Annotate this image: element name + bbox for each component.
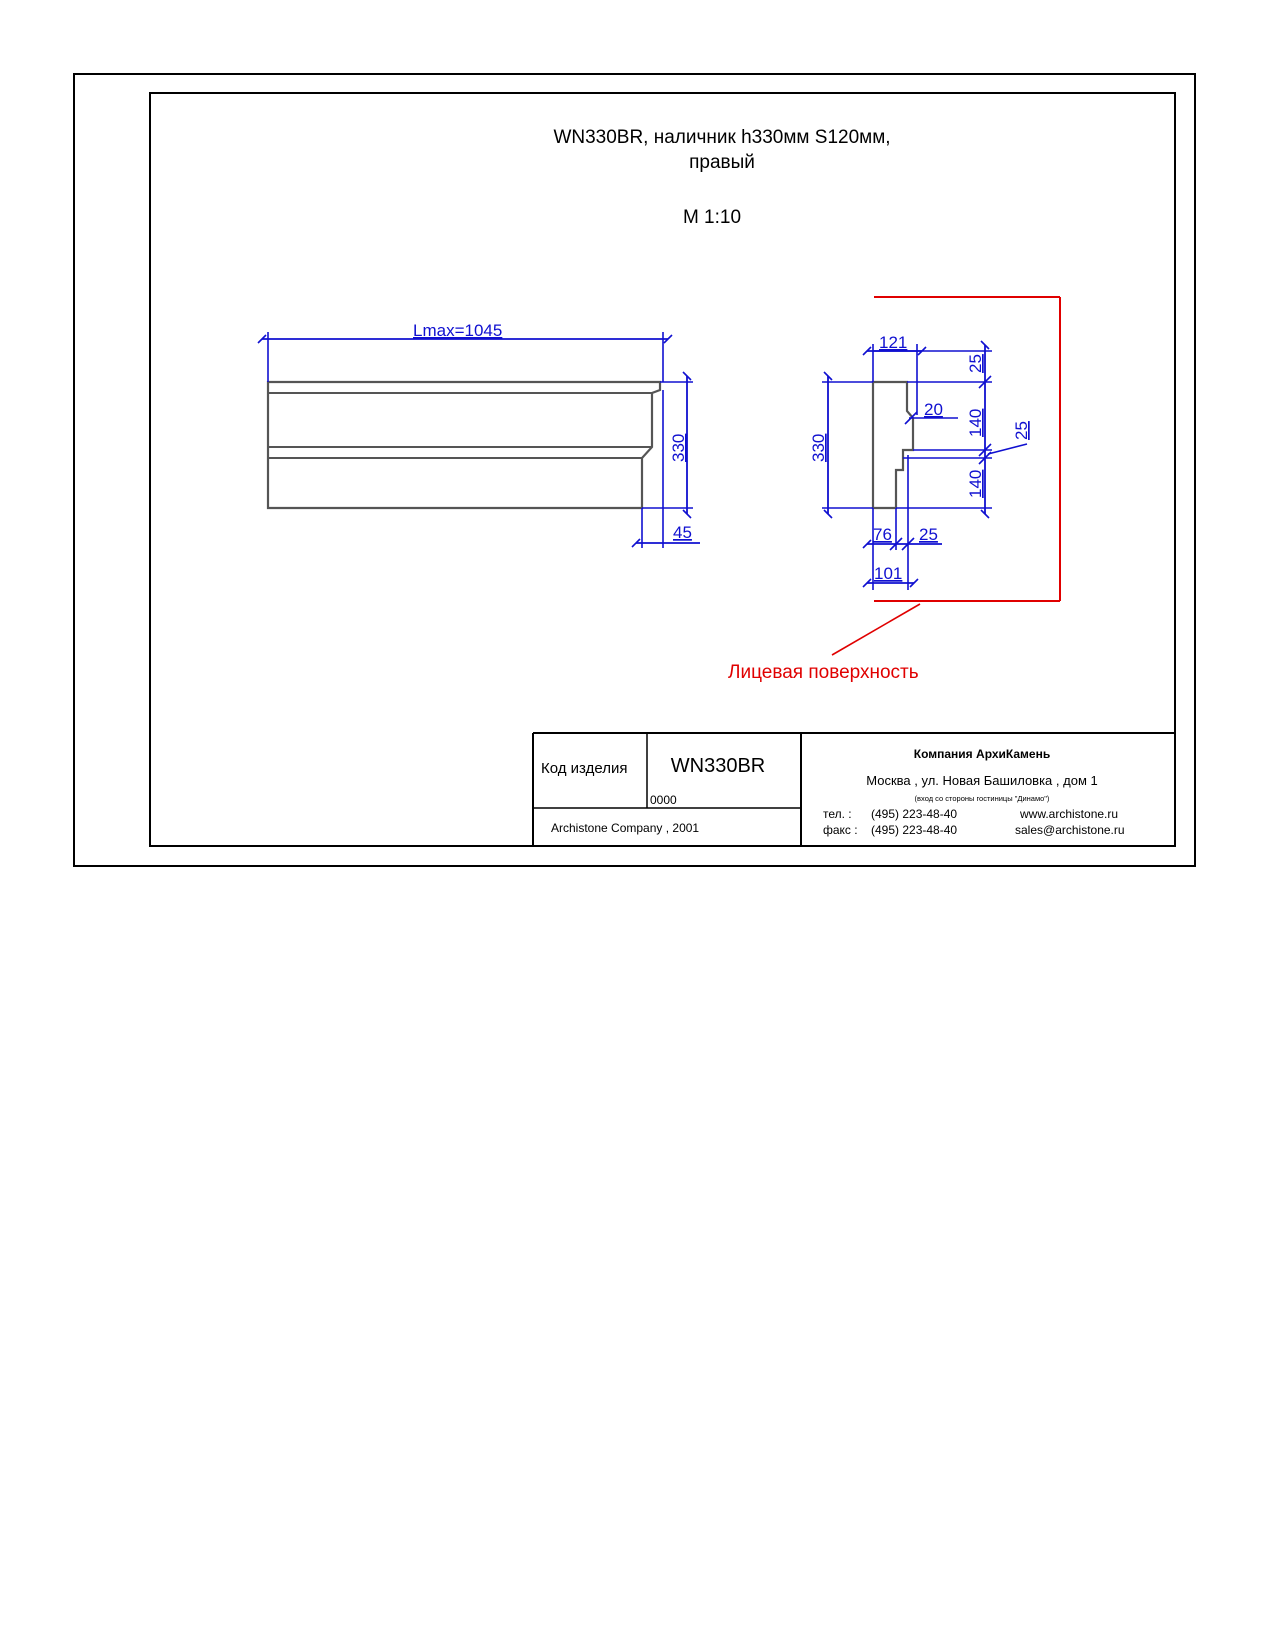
- lower-part-label: 140: [966, 469, 985, 498]
- drawing-title-line2: правый: [689, 152, 755, 173]
- base-right-label: 25: [919, 525, 938, 544]
- fax-value: (495) 223-48-40: [871, 823, 958, 837]
- code-label: Код изделия: [541, 760, 628, 777]
- front-view: [268, 382, 660, 508]
- drawing-title-line1: WN330BR, наличник h330мм S120мм,: [553, 127, 891, 148]
- company-address: Москва , ул. Новая Башиловка , дом 1: [866, 773, 1098, 788]
- email-link[interactable]: sales@archistone.ru: [1015, 823, 1125, 837]
- front-view-outline: [268, 382, 660, 508]
- company-address-note: (вход со стороны гостиницы "Динамо"): [914, 794, 1050, 803]
- section-height-label: 330: [809, 433, 828, 462]
- tel-label: тел. :: [823, 807, 852, 821]
- base-left-label: 76: [873, 525, 892, 544]
- tel-value: (495) 223-48-40: [871, 807, 958, 821]
- base-total-label: 101: [874, 564, 903, 583]
- fax-label: факс :: [823, 823, 858, 837]
- drawing-scale: M 1:10: [682, 207, 742, 228]
- upper-part-label: 140: [966, 408, 985, 437]
- front-height-label: 330: [669, 433, 688, 462]
- company-name: Компания АрхиКамень: [913, 747, 1051, 761]
- face-surface-label: Лицевая поверхность: [728, 662, 919, 683]
- step-label: 20: [924, 400, 943, 419]
- middle-gap-leader: [988, 444, 1027, 454]
- top-lip-label: 25: [966, 354, 985, 373]
- website-link[interactable]: www.archistone.ru: [1020, 807, 1119, 821]
- copyright-text: Archistone Company , 2001: [551, 821, 700, 835]
- drawing-number: 0000: [650, 793, 677, 807]
- top-width-label: 121: [879, 333, 908, 352]
- code-value: WN330BR: [670, 755, 766, 777]
- middle-gap-label: 25: [1012, 421, 1031, 440]
- section-view-outline: [873, 382, 913, 508]
- section-view: [873, 382, 913, 508]
- lmax-label: Lmax=1045: [413, 321, 503, 340]
- face-surface-leader: [832, 604, 920, 655]
- front-offset-label: 45: [673, 523, 692, 542]
